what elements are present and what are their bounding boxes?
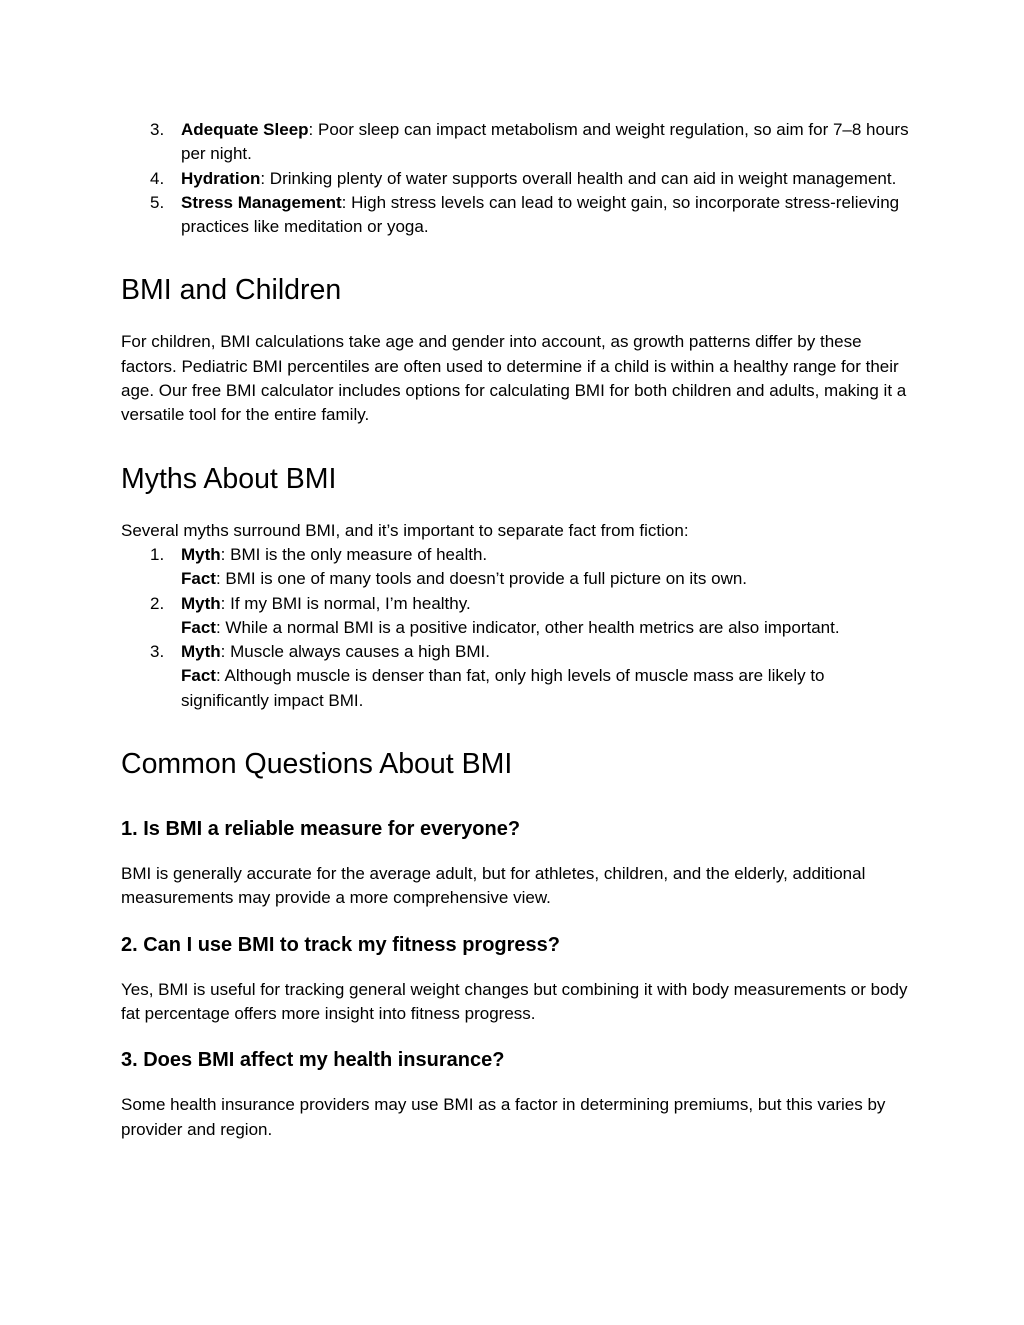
list-item bbox=[121, 191, 911, 240]
fact-label: Fact bbox=[181, 666, 216, 686]
list-term: Hydration bbox=[181, 168, 261, 188]
questions-heading: Common Questions About BMI bbox=[121, 748, 513, 781]
list-number: 4. bbox=[150, 168, 165, 188]
list-text: : Drinking plenty of water supports overall health and can aid in weight management. bbox=[260, 168, 897, 188]
list-number: 3. bbox=[150, 642, 165, 662]
list-term: Stress Management bbox=[181, 192, 342, 212]
question-heading: 2. Can I use BMI to track my fitness progress? bbox=[121, 933, 561, 956]
list-number: 2. bbox=[150, 593, 165, 613]
list-number: 5. bbox=[150, 192, 165, 212]
fact-label: Fact bbox=[181, 569, 216, 589]
list-number: 1. bbox=[150, 544, 165, 564]
question-heading: 1. Is BMI a reliable measure for everyone? bbox=[121, 818, 521, 841]
children-paragraph: For children, BMI calculations take age and gender into account, as growth patterns differ by these factors. Pediatric BMI percentiles are often used to determine if a child is within a healthy range for their age. Our free BMI calculator includes options for calculating BMI for both children and adults, making it a versatile tool for the entire family. bbox=[121, 332, 907, 425]
myth-text: : If my BMI is normal, I’m healthy. bbox=[220, 593, 471, 613]
myths-list bbox=[121, 543, 911, 713]
list-text: : Poor sleep can impact metabolism and weight regulation, so aim for 7–8 hours per night. bbox=[181, 120, 909, 164]
children-heading: BMI and Children bbox=[121, 274, 342, 307]
question-heading: 3. Does BMI affect my health insurance? bbox=[121, 1049, 505, 1072]
answer-paragraph: Yes, BMI is useful for tracking general weight changes but combining it with body measurements or body fat percentage offers more insight into fitness progress. bbox=[121, 979, 908, 1023]
fact-text: : Although muscle is denser than fat, only high levels of muscle mass are likely to significantly impact BMI. bbox=[181, 666, 825, 710]
list-text: : High stress levels can lead to weight gain, so incorporate stress-relieving practices like meditation or yoga. bbox=[181, 192, 900, 237]
list-item bbox=[121, 118, 911, 167]
list-item bbox=[121, 592, 911, 641]
list-term: Adequate Sleep bbox=[181, 120, 309, 139]
list-item bbox=[121, 640, 911, 713]
myths-heading: Myths About BMI bbox=[121, 462, 337, 495]
answer-paragraph: BMI is generally accurate for the average adult, but for athletes, children, and the elderly, additional measurements may provide a more comprehensive view. bbox=[121, 864, 866, 908]
myth-label: Myth bbox=[181, 642, 221, 662]
document-page bbox=[121, 118, 911, 1142]
myth-label: Myth bbox=[181, 544, 221, 564]
fact-text: : BMI is one of many tools and doesn’t provide a full picture on its own. bbox=[215, 569, 748, 589]
myth-label: Myth bbox=[181, 593, 221, 613]
myth-text: : BMI is the only measure of health. bbox=[220, 544, 488, 564]
fact-label: Fact bbox=[181, 617, 216, 637]
list-item bbox=[121, 543, 911, 592]
myths-intro: Several myths surround BMI, and it’s important to separate fact from fiction: bbox=[121, 520, 689, 540]
fact-text: : While a normal BMI is a positive indicator, other health metrics are also important. bbox=[215, 617, 840, 637]
myth-text: : Muscle always causes a high BMI. bbox=[220, 642, 490, 662]
list-number: 3. bbox=[150, 120, 165, 139]
list-item bbox=[121, 167, 911, 191]
answer-paragraph: Some health insurance providers may use BMI as a factor in determining premiums, but this varies by provider and region. bbox=[121, 1095, 886, 1139]
habits-list bbox=[121, 118, 911, 239]
